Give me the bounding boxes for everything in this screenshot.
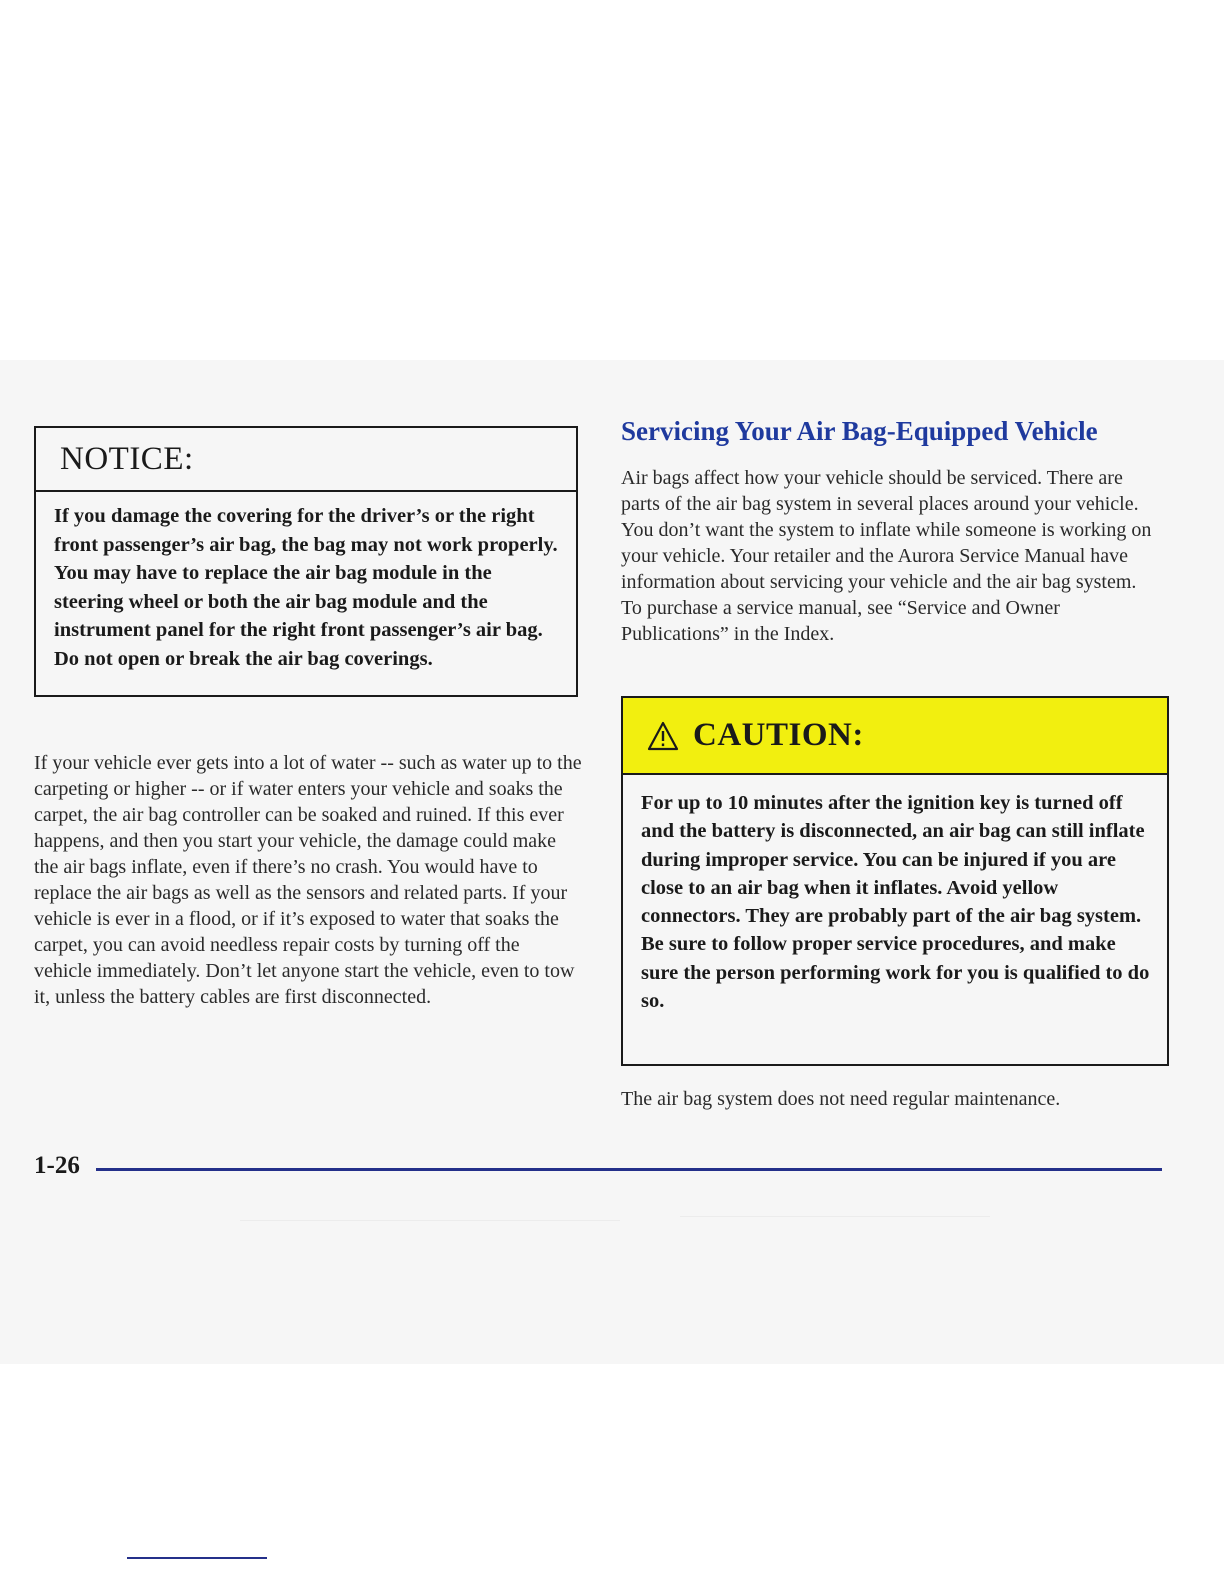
notice-box <box>34 426 578 697</box>
caution-header <box>623 698 1167 775</box>
footer-rule <box>96 1168 1162 1171</box>
servicing-paragraph: Air bags affect how your vehicle should be serviced. There are parts of the air bag system in several places around your vehicle. You don’t want the system to inflate while someone is working on your vehicle. Your retailer and the Aurora Service Manual have information about servicing your vehicle and the air bag system. To purchase a service manual, see “Service and Owner Publications” in the Index. <box>621 467 1152 645</box>
warning-triangle-icon <box>647 721 679 751</box>
section-heading: Servicing Your Air Bag-Equipped Vehicle <box>621 416 1098 446</box>
page-number: 1-26 <box>34 1152 80 1179</box>
water-damage-paragraph: If your vehicle ever gets into a lot of water -- such as water up to the carpeting or higher -- or if water enters your vehicle and soaks the carpet, the air bag controller can be soaked and ruined. If this ever happens, and then you start your vehicle, the damage could make the air bags inflate, even if there’s no crash. You would have to replace the air bags as well as the sensors and related parts. If your vehicle is ever in a flood, or if it’s exposed to water that soaks the carpet, you can avoid needless repair costs by turning off the vehicle immediately. Don’t let anyone start the vehicle, even to tow it, unless the battery cables are first disconnected. <box>34 752 582 1008</box>
notice-header <box>36 428 576 492</box>
caution-body: For up to 10 minutes after the ignition key is turned off and the battery is disconnected, an air bag can still inflate during improper service. You can be injured if you are close to an air bag when it inflates. Avoid yellow connectors. They are probably part of the air bag system. Be sure to follow proper service procedures, and make sure the person performing work for you is qualified to do so. <box>641 792 1150 1013</box>
maintenance-note: The air bag system does not need regular maintenance. <box>621 1088 1061 1110</box>
notice-title: NOTICE: <box>60 440 194 477</box>
bottom-rule-stub <box>127 1557 267 1559</box>
caution-box <box>621 696 1169 1066</box>
faint-divider <box>240 1220 620 1221</box>
caution-title: CAUTION: <box>693 717 864 753</box>
notice-body: If you damage the covering for the driver’s or the right front passenger’s air bag, the bag may not work properly. You may have to replace the air bag module in the steering wheel or both the air bag module and the instrument panel for the right front passenger’s air bag. Do not open or break the air bag coverings. <box>54 505 558 670</box>
faint-divider <box>680 1216 990 1217</box>
